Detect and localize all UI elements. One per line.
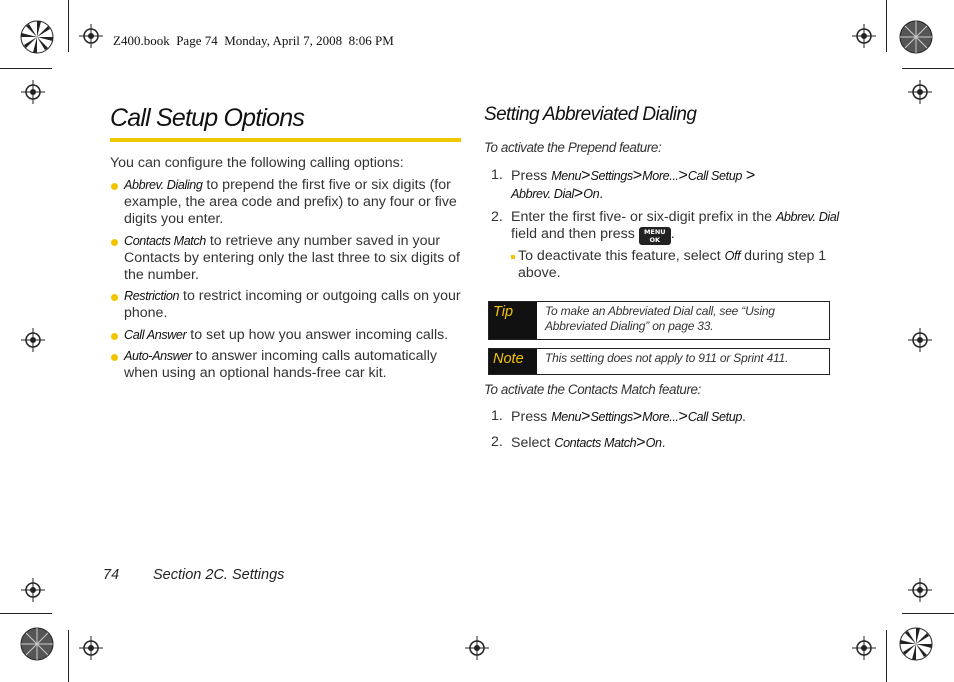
registration-mark <box>21 328 45 352</box>
note-box <box>488 348 830 375</box>
page-title: Call Setup Options <box>110 104 305 132</box>
tip-box <box>488 301 830 340</box>
bullet-icon <box>111 183 118 190</box>
note-label: Note <box>489 349 537 374</box>
registration-mark <box>908 578 932 602</box>
registration-mark <box>908 80 932 104</box>
registration-mark <box>465 636 489 660</box>
bullet-icon <box>111 294 118 301</box>
note-text: This setting does not apply to 911 or Sprint 411. <box>545 351 789 365</box>
bullet-icon <box>111 333 118 340</box>
registration-mark <box>908 328 932 352</box>
contacts-step-2: 2. Select Contacts Match>On. <box>491 434 666 451</box>
color-star-mark <box>20 20 54 54</box>
prepend-heading: To activate the Prepend feature: <box>484 140 662 155</box>
menu-ok-key-icon: MENU OK <box>639 227 671 245</box>
section-label: Section 2C. Settings <box>153 567 285 583</box>
registration-mark <box>21 578 45 602</box>
prepend-step-1: 1. Press Menu>Settings>More...>Call Setup > Abbrev. Dial>On. <box>491 167 756 203</box>
prepend-step-2: 2. Enter the first five- or six-digit prefix in the Abbrev. Dial field and then press MENU OK . <box>491 209 839 245</box>
square-bullet-icon <box>511 255 515 259</box>
registration-mark <box>852 24 876 48</box>
list-item: Call Answer to set up how you answer incoming calls. <box>110 327 462 344</box>
tip-text: To make an Abbreviated Dial call, see “Using Abbreviated Dialing” on page 33. <box>545 304 775 333</box>
tip-label: Tip <box>489 302 537 339</box>
intro-text: You can configure the following calling options: <box>110 155 404 171</box>
color-star-mark <box>20 627 54 661</box>
bullet-icon <box>111 239 118 246</box>
deactivate-note: To deactivate this feature, select Off during step 1 above. <box>511 248 838 283</box>
color-star-mark <box>899 20 933 54</box>
list-item: Abbrev. Dialing to prepend the first five or six digits (for example, the area code and prefix) to any four or five digits you enter. <box>110 177 462 229</box>
list-item: Auto-Answer to answer incoming calls automatically when using an optional hands-free car kit. <box>110 348 462 382</box>
contacts-step-1: 1. Press Menu>Settings>More...>Call Setup. <box>491 408 746 425</box>
bullet-icon <box>111 354 118 361</box>
title-underline <box>110 138 461 142</box>
options-list <box>110 177 462 386</box>
registration-mark <box>21 80 45 104</box>
registration-mark <box>79 24 103 48</box>
contacts-heading: To activate the Contacts Match feature: <box>484 382 701 397</box>
section-title: Setting Abbreviated Dialing <box>484 104 697 125</box>
registration-mark <box>852 636 876 660</box>
list-item: Restriction to restrict incoming or outgoing calls on your phone. <box>110 288 462 322</box>
color-star-mark <box>899 627 933 661</box>
page-number: 74 <box>103 567 120 583</box>
registration-mark <box>79 636 103 660</box>
list-item: Contacts Match to retrieve any number saved in your Contacts by entering only the last three to six digits of the number. <box>110 233 462 285</box>
running-head: Z400.book Page 74 Monday, April 7, 2008 8:06 PM <box>113 33 394 48</box>
